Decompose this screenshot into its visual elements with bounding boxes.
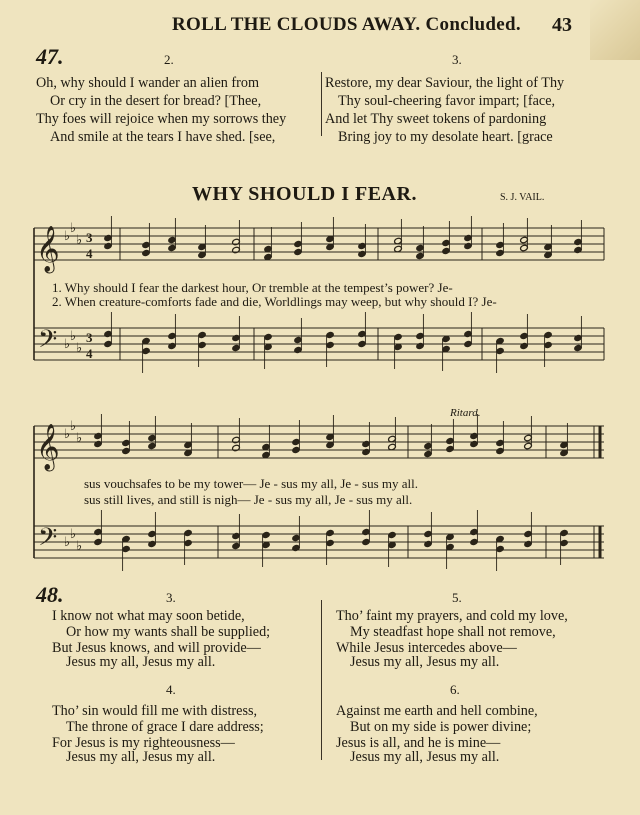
svg-text:♭: ♭ [70,329,77,344]
noteheads [94,216,583,571]
verse-line: But Jesus knows, and will provide— [52,640,261,656]
svg-text:♭: ♭ [76,431,83,446]
verse-line: Jesus my all, Jesus my all. [350,654,500,670]
verse-line: Bring joy to my desolate heart. [grace [338,129,553,145]
verse-line: The throne of grace I dare address; [66,719,264,735]
bass-clef-icon: 𝄢 [38,325,58,360]
verse-line: But on my side is power divine; [350,719,532,735]
hymn-number-48: 48. [36,582,64,607]
verse-line: Jesus is all, and he is mine— [336,735,501,751]
svg-text:4: 4 [86,346,93,361]
svg-text:4: 4 [86,246,93,261]
verse-line: Oh, why should I wander an alien from [36,75,260,91]
svg-text:3: 3 [86,230,93,245]
verse-line: Jesus my all, Jesus my all. [350,749,500,765]
verse-number: 2. [164,52,174,67]
svg-text:♭: ♭ [64,229,71,244]
song-title: WHY SHOULD I FEAR. [192,183,417,205]
svg-text:♭: ♭ [64,535,71,550]
verse-line: Or cry in the desert for bread? [Thee, [50,93,262,109]
key-signature-flats [64,221,82,554]
bass-clef-icon: 𝄢 [38,523,58,558]
lyric-line: 1. Why should I fear the darkest hour, Or tremble at the tempest’s power? Je- [52,280,453,295]
treble-clef-icon: 𝄞 [36,226,60,272]
verse-line: My steadfast hope shall not remove, [350,624,556,640]
page-number: 43 [552,14,572,36]
svg-text:3: 3 [86,330,93,345]
lyric-line: sus still lives, and still is nigh— Je - sus my all, Je - sus my all. [84,492,413,507]
svg-text:♭: ♭ [70,527,77,542]
verse-line: Jesus my all, Jesus my all. [66,654,216,670]
verse-line: Tho’ sin would fill me with distress, [52,703,258,719]
verse-line: And smile at the tears I have shed. [see, [50,129,276,145]
svg-text:♭: ♭ [64,337,71,352]
bass-staff [34,526,604,558]
treble-clef-icon: 𝄞 [36,424,60,470]
treble-staff [34,426,604,458]
svg-text:♭: ♭ [70,221,77,236]
verse-line: And let Thy sweet tokens of pardoning [325,111,547,127]
verse-line: Or how my wants shall be supplied; [66,624,271,640]
verse-number: 4. [166,682,176,697]
verse-line: Restore, my dear Saviour, the light of Thy [325,75,565,91]
verse-line: Tho’ faint my prayers, and cold my love, [336,608,568,624]
verse-line: I know not what may soon betide, [52,608,245,624]
svg-text:♭: ♭ [76,539,83,554]
verse-line: For Jesus is my righteousness— [52,735,235,751]
verse-number: 6. [450,682,460,697]
column-divider [321,600,322,760]
hymn-number-47: 47. [36,44,64,69]
verse-line: Against me earth and hell combine, [336,703,538,719]
lyric-line: 2. When creature-comforts fade and die, Worldlings may weep, but why should I? Je- [52,294,497,309]
verse-number: 5. [452,590,462,605]
verse-line: Thy soul-cheering favor impart; [face, [338,93,556,109]
lyric-line: sus vouchsafes to be my tower— Je - sus my all, Je - sus my all. [84,476,418,491]
composer-credit: S. J. VAIL. [500,192,545,203]
verse-line: Thy foes will rejoice when my sorrows they [36,111,287,127]
verse-line: While Jesus intercedes above— [336,640,517,656]
svg-text:♭: ♭ [70,419,77,434]
verse-line: Jesus my all, Jesus my all. [66,749,216,765]
ritard-marking: Ritard. [450,407,481,419]
svg-text:♭: ♭ [76,341,83,356]
verse-number: 3. [166,590,176,605]
svg-text:♭: ♭ [76,233,83,248]
verse-number: 3. [452,52,462,67]
svg-text:♭: ♭ [64,427,71,442]
running-header: ROLL THE CLOUDS AWAY. Concluded. [172,14,521,35]
